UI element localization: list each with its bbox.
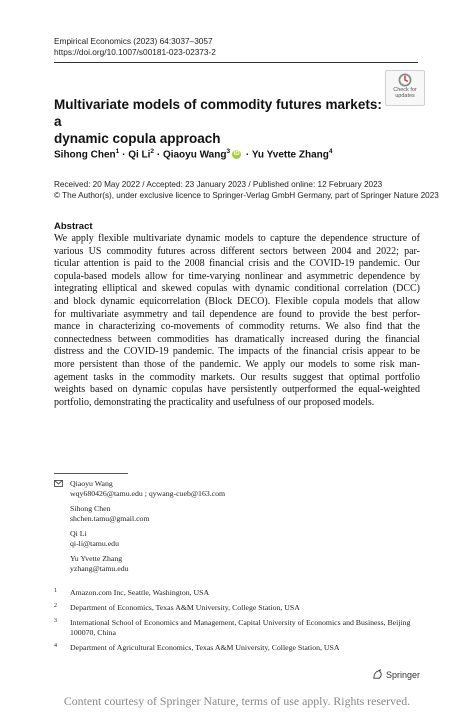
- abstract-line: agement tasks in the commodity markets. Our results suggest that optimal portfolio: [54, 371, 420, 383]
- check-for-updates-badge[interactable]: [385, 70, 425, 106]
- contact-entry: [70, 554, 225, 574]
- contact-name: Yu Yvette Zhang: [70, 554, 123, 563]
- abstract-line: for multivariate asymmetry and tail dependence are found to provide the best perfor-: [54, 308, 420, 320]
- affiliation-list: [54, 588, 424, 658]
- affiliation-text: International School of Economics and Management, Capital University of Economics and Business, Beijing 100070, China: [70, 618, 411, 637]
- abstract-line: mance in characterizing co-movements of commodity returns. We also find that the: [54, 321, 420, 333]
- publication-dates: [54, 179, 439, 201]
- author-name[interactable]: Yu Yvette Zhang: [251, 149, 329, 161]
- affiliation-text: Department of Economics, Texas A&M University, College Station, USA: [70, 603, 300, 612]
- springer-horse-icon: [372, 669, 383, 680]
- check-updates-line1: Check for: [393, 87, 417, 93]
- abstract-line: and block dynamic equicorrelation (Block DECO). Flexible copula models that allow: [54, 295, 420, 307]
- abstract-line: We apply flexible multivariate dynamic models to capture the dependence structure of: [54, 233, 420, 244]
- affiliation-number: 1: [54, 588, 57, 594]
- contact-name: Qi Li: [70, 529, 87, 538]
- author-name[interactable]: Sihong Chen: [54, 149, 116, 161]
- affiliation-text: Amazon.com Inc, Seattle, Washington, USA: [70, 588, 210, 597]
- header-rule: [54, 62, 418, 63]
- affiliation-item: [54, 588, 424, 598]
- abstract-line: ticular attention is paid to the 2008 financial crisis and the COVID-19 pandemic. Our: [54, 258, 420, 270]
- check-updates-line2: updates: [395, 93, 415, 99]
- contact-list: [70, 479, 225, 579]
- affiliation-item: [54, 618, 424, 638]
- author-name[interactable]: Qi Li: [128, 149, 151, 161]
- title-line-2: dynamic copula approach: [54, 131, 221, 146]
- abstract-line: connectedness between commodities has dramatically increased during the financial: [54, 333, 420, 345]
- contact-email[interactable]: qi-li@tamu.edu: [70, 539, 119, 548]
- affiliation-text: Department of Agricultural Economics, Texas A&M University, College Station, USA: [70, 643, 340, 652]
- publisher-logo: [372, 669, 420, 680]
- contact-entry: [70, 529, 225, 549]
- doi-link[interactable]: https://doi.org/10.1007/s00181-023-02373-2: [54, 47, 216, 57]
- date-history: Received: 20 May 2022 / Accepted: 23 January 2023 / Published online: 12 February 2023: [54, 180, 383, 189]
- author-list: Sihong Chen$^1$ · Qi $Li^2$ · Qiaoyu Wang$^3$ iD · Yu Yvette Zhang$^4$: [54, 148, 333, 161]
- abstract-line: distress and the COVID-19 pandemic. The impacts of the financial crisis appear to be: [54, 346, 420, 358]
- affiliation-item: [54, 643, 424, 653]
- footnote-rule: [54, 473, 128, 474]
- affiliation-item: [54, 603, 424, 613]
- envelope-icon: [54, 480, 63, 487]
- check-updates-icon: [398, 73, 412, 87]
- publisher-name: Springer: [386, 669, 421, 680]
- courtesy-watermark: Content courtesy of Springer Nature, terms of use apply. Rights reserved.: [63, 694, 411, 708]
- contact-email[interactable]: shchen.tamu@gmail.com: [70, 514, 150, 523]
- abstract-heading: Abstract: [54, 221, 93, 232]
- abstract-line: copula-based models allow for time-varying nonlinear and asymmetric dependence by: [54, 270, 420, 282]
- abstract-text: [54, 233, 420, 409]
- orcid-icon[interactable]: iD: [233, 151, 240, 158]
- contact-email[interactable]: wqy680426@tamu.edu ; qywang-cueb@163.com: [70, 489, 226, 498]
- journal-citation: Empirical Economics (2023) 64:3037–3057: [54, 36, 213, 46]
- affiliation-number: 3: [54, 618, 57, 624]
- copyright-line: © The Author(s), under exclusive licence to Springer-Verlag GmbH Germany, part of Springer Nature 2023: [54, 191, 439, 200]
- abstract-line: various US commodity futures across different sectors between 2004 and 2022; par-: [54, 245, 420, 257]
- author-affil-mark: 2: [150, 148, 155, 155]
- paper-title: [54, 96, 384, 147]
- abstract-line: more persistent than those of the pandemic. We apply our models to some risk man-: [54, 358, 420, 370]
- contact-name: Sihong Chen: [70, 504, 111, 513]
- author-name[interactable]: Qiaoyu Wang: [162, 149, 227, 161]
- author-affil-mark: 1: [115, 148, 120, 155]
- affiliation-number: 2: [54, 603, 57, 609]
- affiliation-number: 4: [54, 643, 57, 649]
- author-affil-mark: 3: [226, 148, 231, 155]
- contact-entry: [70, 504, 225, 524]
- contact-entry: [70, 479, 225, 499]
- author-affil-mark: 4: [328, 148, 333, 155]
- abstract-line: portfolio, demonstrating the practicality and usefulness of our proposed models.: [54, 396, 375, 408]
- contact-name: Qiaoyu Wang: [70, 479, 113, 488]
- abstract-line: integrating elliptical and skewed copulas with dynamic conditional correlation (DCC): [54, 283, 420, 295]
- abstract-line: weights based on dynamic copulas have persistently outperformed the equal-weighted: [54, 384, 420, 396]
- journal-header: [54, 36, 216, 58]
- title-line-1: Multivariate models of commodity futures markets: a: [54, 97, 382, 129]
- contact-email[interactable]: yzhang@tamu.edu: [70, 564, 129, 573]
